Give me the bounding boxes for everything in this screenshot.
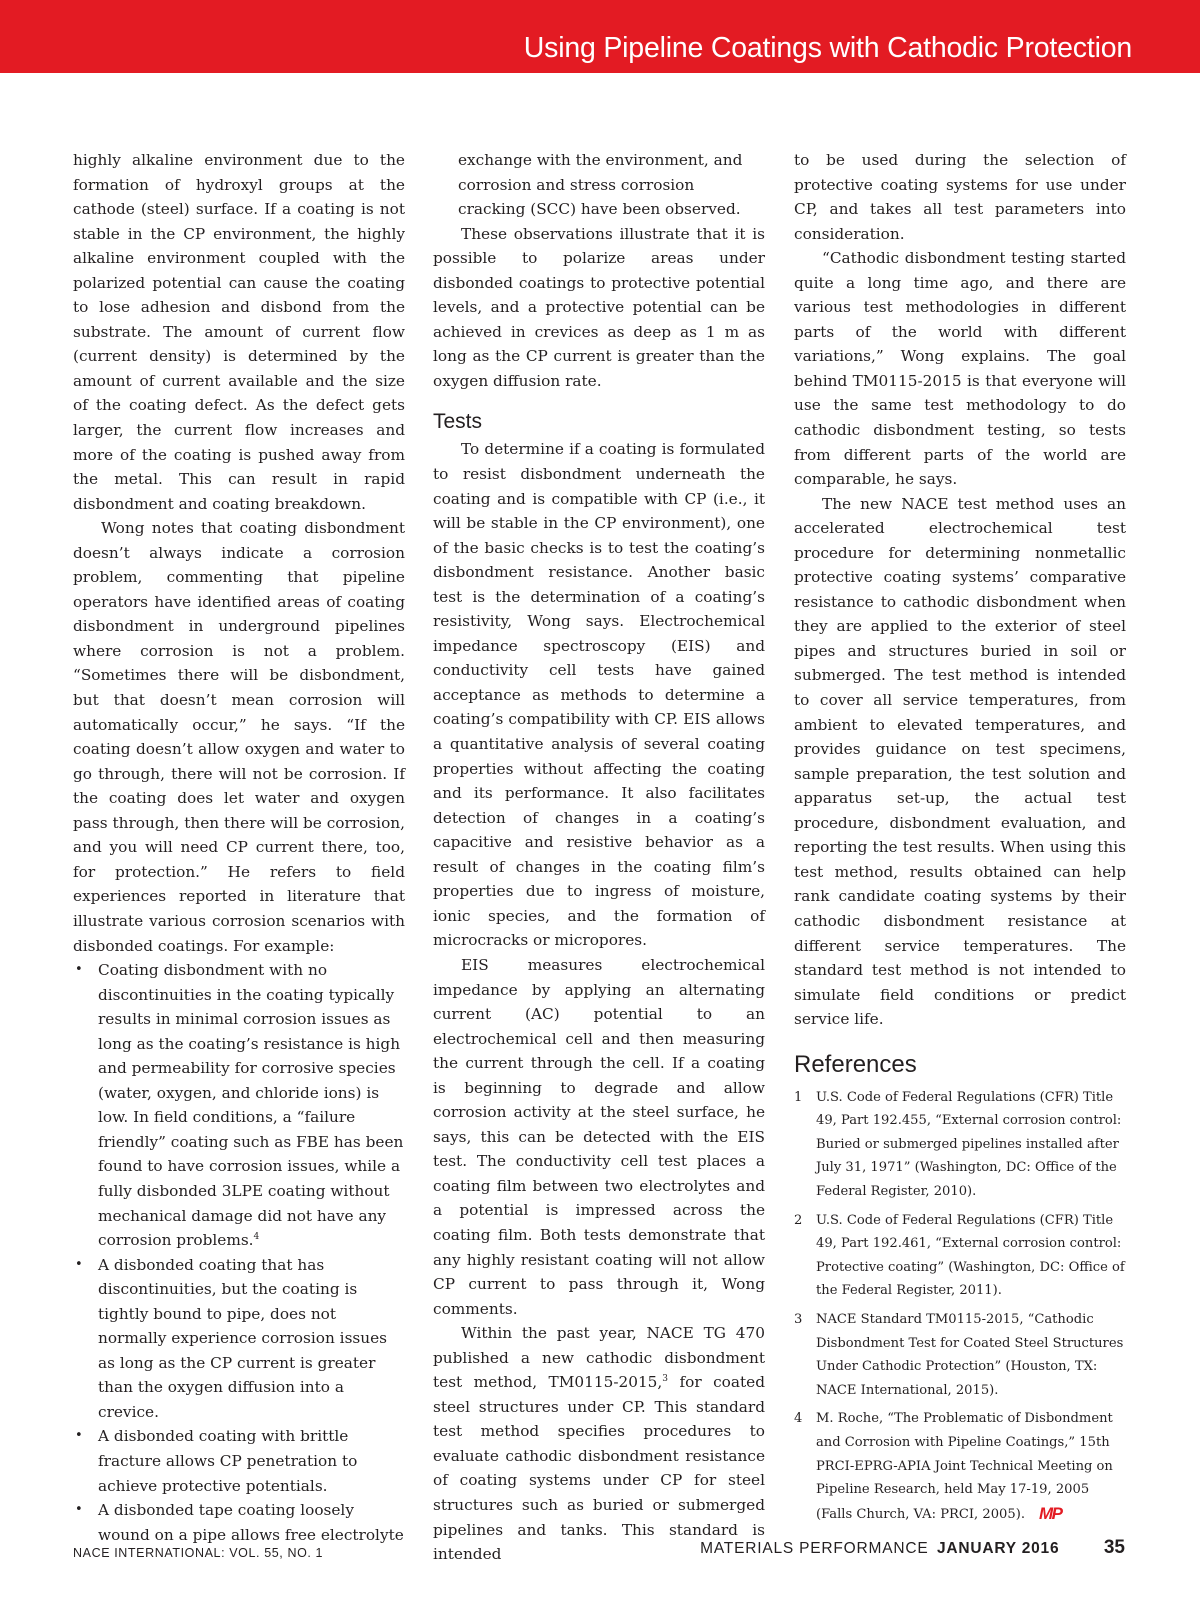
paragraph: Wong notes that coating disbondment doesn’t always indicate a corrosion problem, commenting that pipeline operators have identified areas of coating disbondment in underground pipelines where corrosion is not a problem. “Sometimes there will be disbondment, but that doesn’t mean corrosion will automatically occur,” he says. “If the coating doesn’t allow oxygen and water to go through, there will not be corrosion. If the coating does let water and oxygen pass through, then there will be corrosion, and you will need CP current there, too, for protection.” He refers to field experiences reported in literature that illustrate various corrosion scenarios with disbonded coatings. For example:	[73, 519, 405, 955]
footer-publication: MATERIALS PERFORMANCE	[700, 1540, 929, 1557]
section-heading-references: References	[794, 1050, 917, 1078]
paragraph: To determine if a coating is formulated to resist disbondment underneath the coating and is compatible with CP (i.e., it will be stable in the CP environment), one of the basic checks is to test the coating’s disbondment resistance. Another basic test is the determination of a coating’s resistivity, Wong says. Electrochemical impedance spectroscopy (EIS) and conductivity cell tests have gained acceptance as methods to determine a coating’s compatibility with CP. EIS allows a quantitative analysis of several coating properties without affecting the coating and its performance. It also facilitates detection of changes in a coating’s capacitive and resistive behavior as a result of changes in the coating film’s properties due to ingress of moisture, ionic species, and the formation of microcracks or micropores.	[433, 440, 765, 950]
citation-superscript: 4	[253, 1232, 260, 1243]
list-item: • A disbonded tape coating loosely wound on a pipe allows free electrolyte	[73, 1498, 405, 1547]
page-number: 35	[1103, 1537, 1125, 1558]
article-title: Using Pipeline Coatings with Cathodic Protection	[523, 32, 1132, 64]
header-bar	[0, 0, 1200, 73]
reference-text: M. Roche, “The Problematic of Disbondment and Corrosion with Pipeline Coatings,” 15th PRCI-EPRG-APIA Joint Technical Meeting on Pipeline Research, held May 17-19, 2005 (Falls Church, VA: PRCI, 2005).	[816, 1411, 1113, 1522]
reference-number: 1	[794, 1089, 803, 1105]
footer-date: JANUARY 2016	[936, 1540, 1060, 1557]
reference-text: U.S. Code of Federal Regulations (CFR) Title 49, Part 192.455, “External corrosion control: Buried or submerged pipelines installed after July 31, 1971” (Washington, DC: Office of the Federal Register, 2010).	[816, 1089, 1122, 1200]
column-2	[433, 148, 765, 1567]
paragraph: to be used during the selection of protective coating systems for use under CP, and takes all test parameters into consideration.	[794, 151, 1126, 243]
reference-item	[794, 1407, 1126, 1526]
reference-number: 2	[794, 1212, 803, 1228]
reference-item	[794, 1209, 1126, 1303]
bullet-text: Coating disbondment with no discontinuities in the coating typically results in minimal corrosion issues as long as the coating’s resistance is high and permeability for corrosive species (water, oxygen, and chloride ions) is low. In field conditions, a “failure friendly” coating such as FBE has been found to have corrosion issues, while a fully disbonded 3LPE coating without mechanical damage did not have any corrosion problems.	[98, 961, 404, 1250]
reference-text: NACE Standard TM0115-2015, “Cathodic Disbondment Test for Coated Steel Structures Under Cathodic Protection” (Houston, TX: NACE International, 2015).	[816, 1312, 1124, 1398]
column-3	[794, 148, 1126, 1531]
reference-item	[794, 1308, 1126, 1402]
bullet-list	[73, 958, 405, 1547]
mp-end-logo: MP	[1038, 1503, 1062, 1523]
reference-number: 4	[794, 1411, 803, 1427]
paragraph-text: Within the past year, NACE TG 470 published a new cathodic disbondment test method, TM0115-2015,	[433, 1324, 765, 1392]
footer-right	[700, 1537, 1125, 1559]
reference-text: U.S. Code of Federal Regulations (CFR) Title 49, Part 192.461, “External corrosion control: Protective coating” (Washington, DC: Office of the Federal Register, 2011).	[816, 1212, 1125, 1299]
paragraph: “Cathodic disbondment testing started quite a long time ago, and there are various test methodologies in different parts of the world with different variations,” Wong explains. The goal behind TM0115-2015 is that everyone will use the same test methodology to do cathodic disbondment testing, so tests from different parts of the world are comparable, he says.	[794, 249, 1126, 489]
paragraph-text: for coated steel structures under CP. This standard test method specifies procedures to evaluate cathodic disbondment resistance of coating systems under CP for steel structures such as buried or submerged pipelines and tanks. This standard is intended	[433, 1373, 765, 1564]
list-item: • A disbonded coating that has discontinuities, but the coating is tightly bound to pipe, does not normally experience corrosion issues as long as the CP current is greater than the oxygen diffusion into a crevice.	[73, 1253, 405, 1425]
list-item	[73, 958, 405, 1253]
paragraph: highly alkaline environment due to the formation of hydroxyl groups at the cathode (steel) surface. If a coating is not stable in the CP environment, the highly alkaline environment coupled with the polarized potential can cause the coating to lose adhesion and disbond from the substrate. The amount of current flow (current density) is determined by the amount of current available and the size of the coating defect. As the defect gets larger, the current flow increases and more of the coating is pushed away from the metal. This can result in rapid disbondment and coating breakdown.	[73, 151, 405, 513]
paragraph: These observations illustrate that it is possible to polarize areas under disbonded coatings to protective potential levels, and a protective potential can be achieved in crevices as deep as 1 m as long as the CP current is greater than the oxygen diffusion rate.	[433, 224, 765, 390]
list-item: • A disbonded coating with brittle fracture allows CP penetration to achieve protective potentials.	[73, 1424, 405, 1498]
footer-volume: NACE INTERNATIONAL: VOL. 55, NO. 1	[73, 1546, 324, 1560]
section-heading-tests: Tests	[433, 410, 483, 434]
reference-item	[794, 1086, 1126, 1204]
column-1	[73, 148, 405, 1547]
paragraph: The new NACE test method uses an accelerated electrochemical test procedure for determining nonmetallic protective coating systems’ comparative resistance to cathodic disbondment when they are applied to the exterior of steel pipes and structures buried in soil or submerged. The test method is intended to cover all service temperatures, from ambient to elevated temperatures, and provides guidance on test specimens, sample preparation, the test solution and apparatus set-up, the actual test procedure, disbondment evaluation, and reporting the test results. When using this test method, results obtained can help rank candidate coating systems by their cathodic disbondment resistance at different service temperatures. The standard test method is not intended to simulate field conditions or predict service life.	[794, 494, 1126, 1029]
paragraph: EIS measures electrochemical impedance by applying an alternating current (AC) potential to an electrochemical cell and then measuring the current through the cell. If a coating is beginning to degrade and allow corrosion activity at the steel surface, he says, this can be detected with the EIS test. The conductivity cell test places a coating film between two electrolytes and a potential is impressed across the coating film. Both tests demonstrate that any highly resistant coating will not allow CP current to pass through it, Wong comments.	[433, 955, 765, 1318]
citation-superscript: 3	[662, 1374, 669, 1385]
bullet-continuation: exchange with the environment, and corrosion and stress corrosion cracking (SCC) have been observed.	[458, 151, 743, 219]
paragraph	[433, 1321, 765, 1566]
references-list	[794, 1086, 1126, 1527]
reference-number: 3	[794, 1312, 803, 1328]
